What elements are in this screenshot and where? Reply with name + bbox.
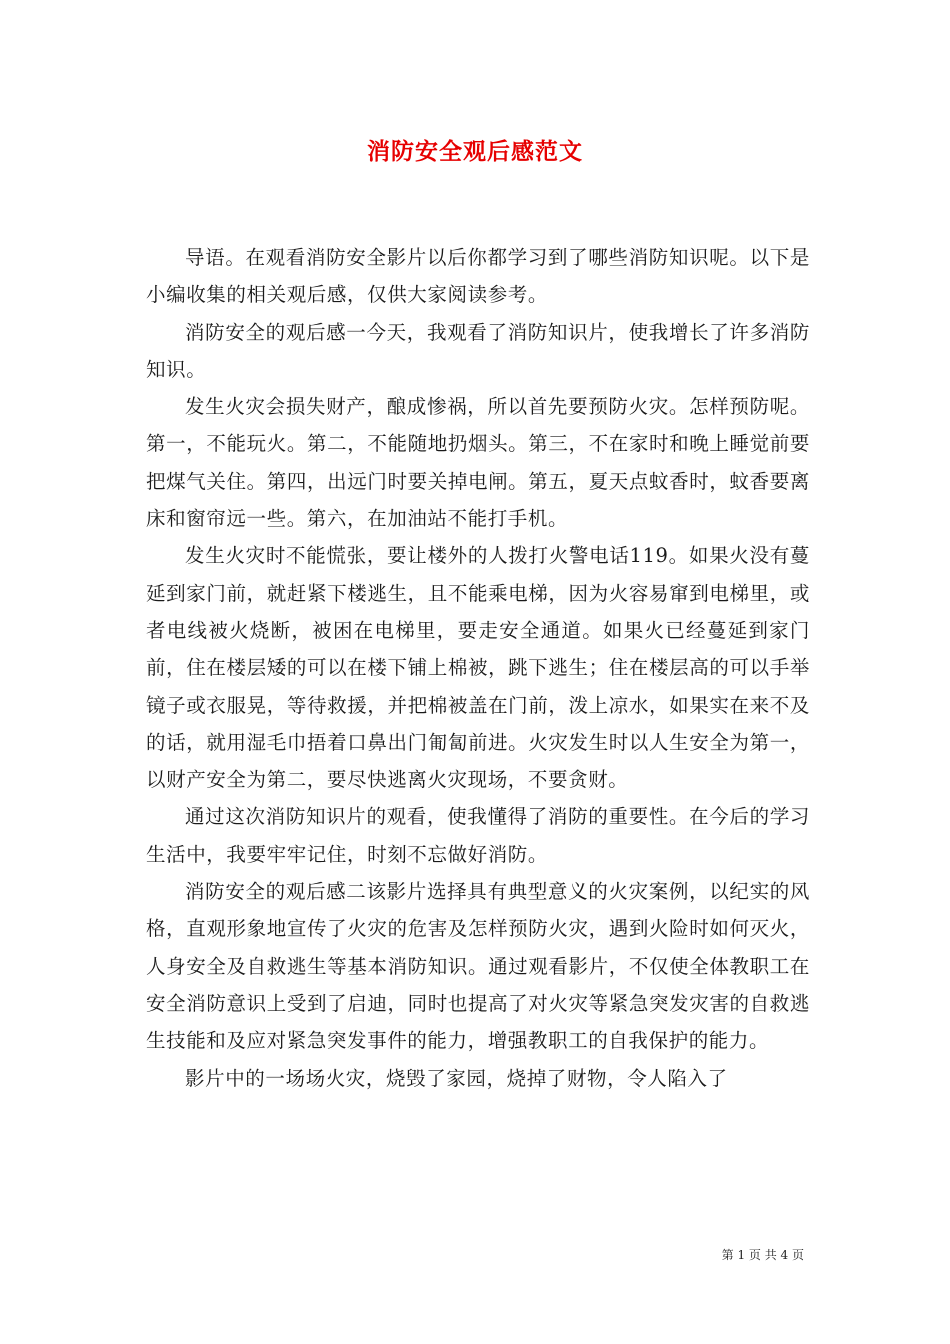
paragraph-fire-prevention: 发生火灾会损失财产，酿成惨祸，所以首先要预防火灾。怎样预防呢。第一，不能玩火。第二，不能随地扔烟头。第三，不在家时和晚上睡觉前要把煤气关住。第四，出远门时要关掉电闸。第五，夏天点蚊香时，蚊香要离床和窗帘远一些。第六，在加油站不能打手机。	[146, 395, 810, 531]
paragraph-intro: 导语。在观看消防安全影片以后你都学习到了哪些消防知识呢。以下是小编收集的相关观后感，仅供大家阅读参考。	[146, 246, 810, 307]
document-title: 消防安全观后感范文	[367, 138, 583, 165]
paragraph-fire-escape: 发生火灾时不能慌张，要让楼外的人拨打火警电话119。如果火没有蔓延到家门前，就赶紧下楼逃生，且不能乘电梯，因为火容易窜到电梯里，或者电线被火烧断，被困在电梯里，要走安全通道。如果火已经蔓延到家门前，住在楼层矮的可以在楼下铺上棉被，跳下逃生；住在楼层高的可以手举镜子或衣服晃，等待救援，并把棉被盖在门前，泼上凉水，如果实在来不及的话，就用湿毛巾捂着口鼻出门匍匐前进。火灾发生时以人生安全为第一，以财产安全为第二，要尽快逃离火灾现场，不要贪财。	[146, 544, 810, 792]
paragraph-review-one-opening: 消防安全的观后感一今天，我观看了消防知识片，使我增长了许多消防知识。	[146, 320, 810, 381]
document-body	[146, 239, 810, 1097]
page-number-footer: 第 1 页 共 4 页	[721, 1248, 804, 1262]
paragraph-review-one-conclusion: 通过这次消防知识片的观看，使我懂得了消防的重要性。在今后的学习生活中，我要牢牢记住，时刻不忘做好消防。	[146, 805, 810, 866]
paragraph-review-two-continued: 影片中的一场场火灾，烧毁了家园，烧掉了财物，令人陷入了	[185, 1066, 728, 1090]
paragraph-review-two-opening: 消防安全的观后感二该影片选择具有典型意义的火灾案例，以纪实的风格，直观形象地宣传了火灾的危害及怎样预防火灾，遇到火险时如何灭火，人身安全及自救逃生等基本消防知识。通过观看影片，不仅使全体教职工在安全消防意识上受到了启迪，同时也提高了对火灾等紧急突发灾害的自救逃生技能和及应对紧急突发事件的能力，增强教职工的自我保护的能力。	[146, 880, 810, 1053]
